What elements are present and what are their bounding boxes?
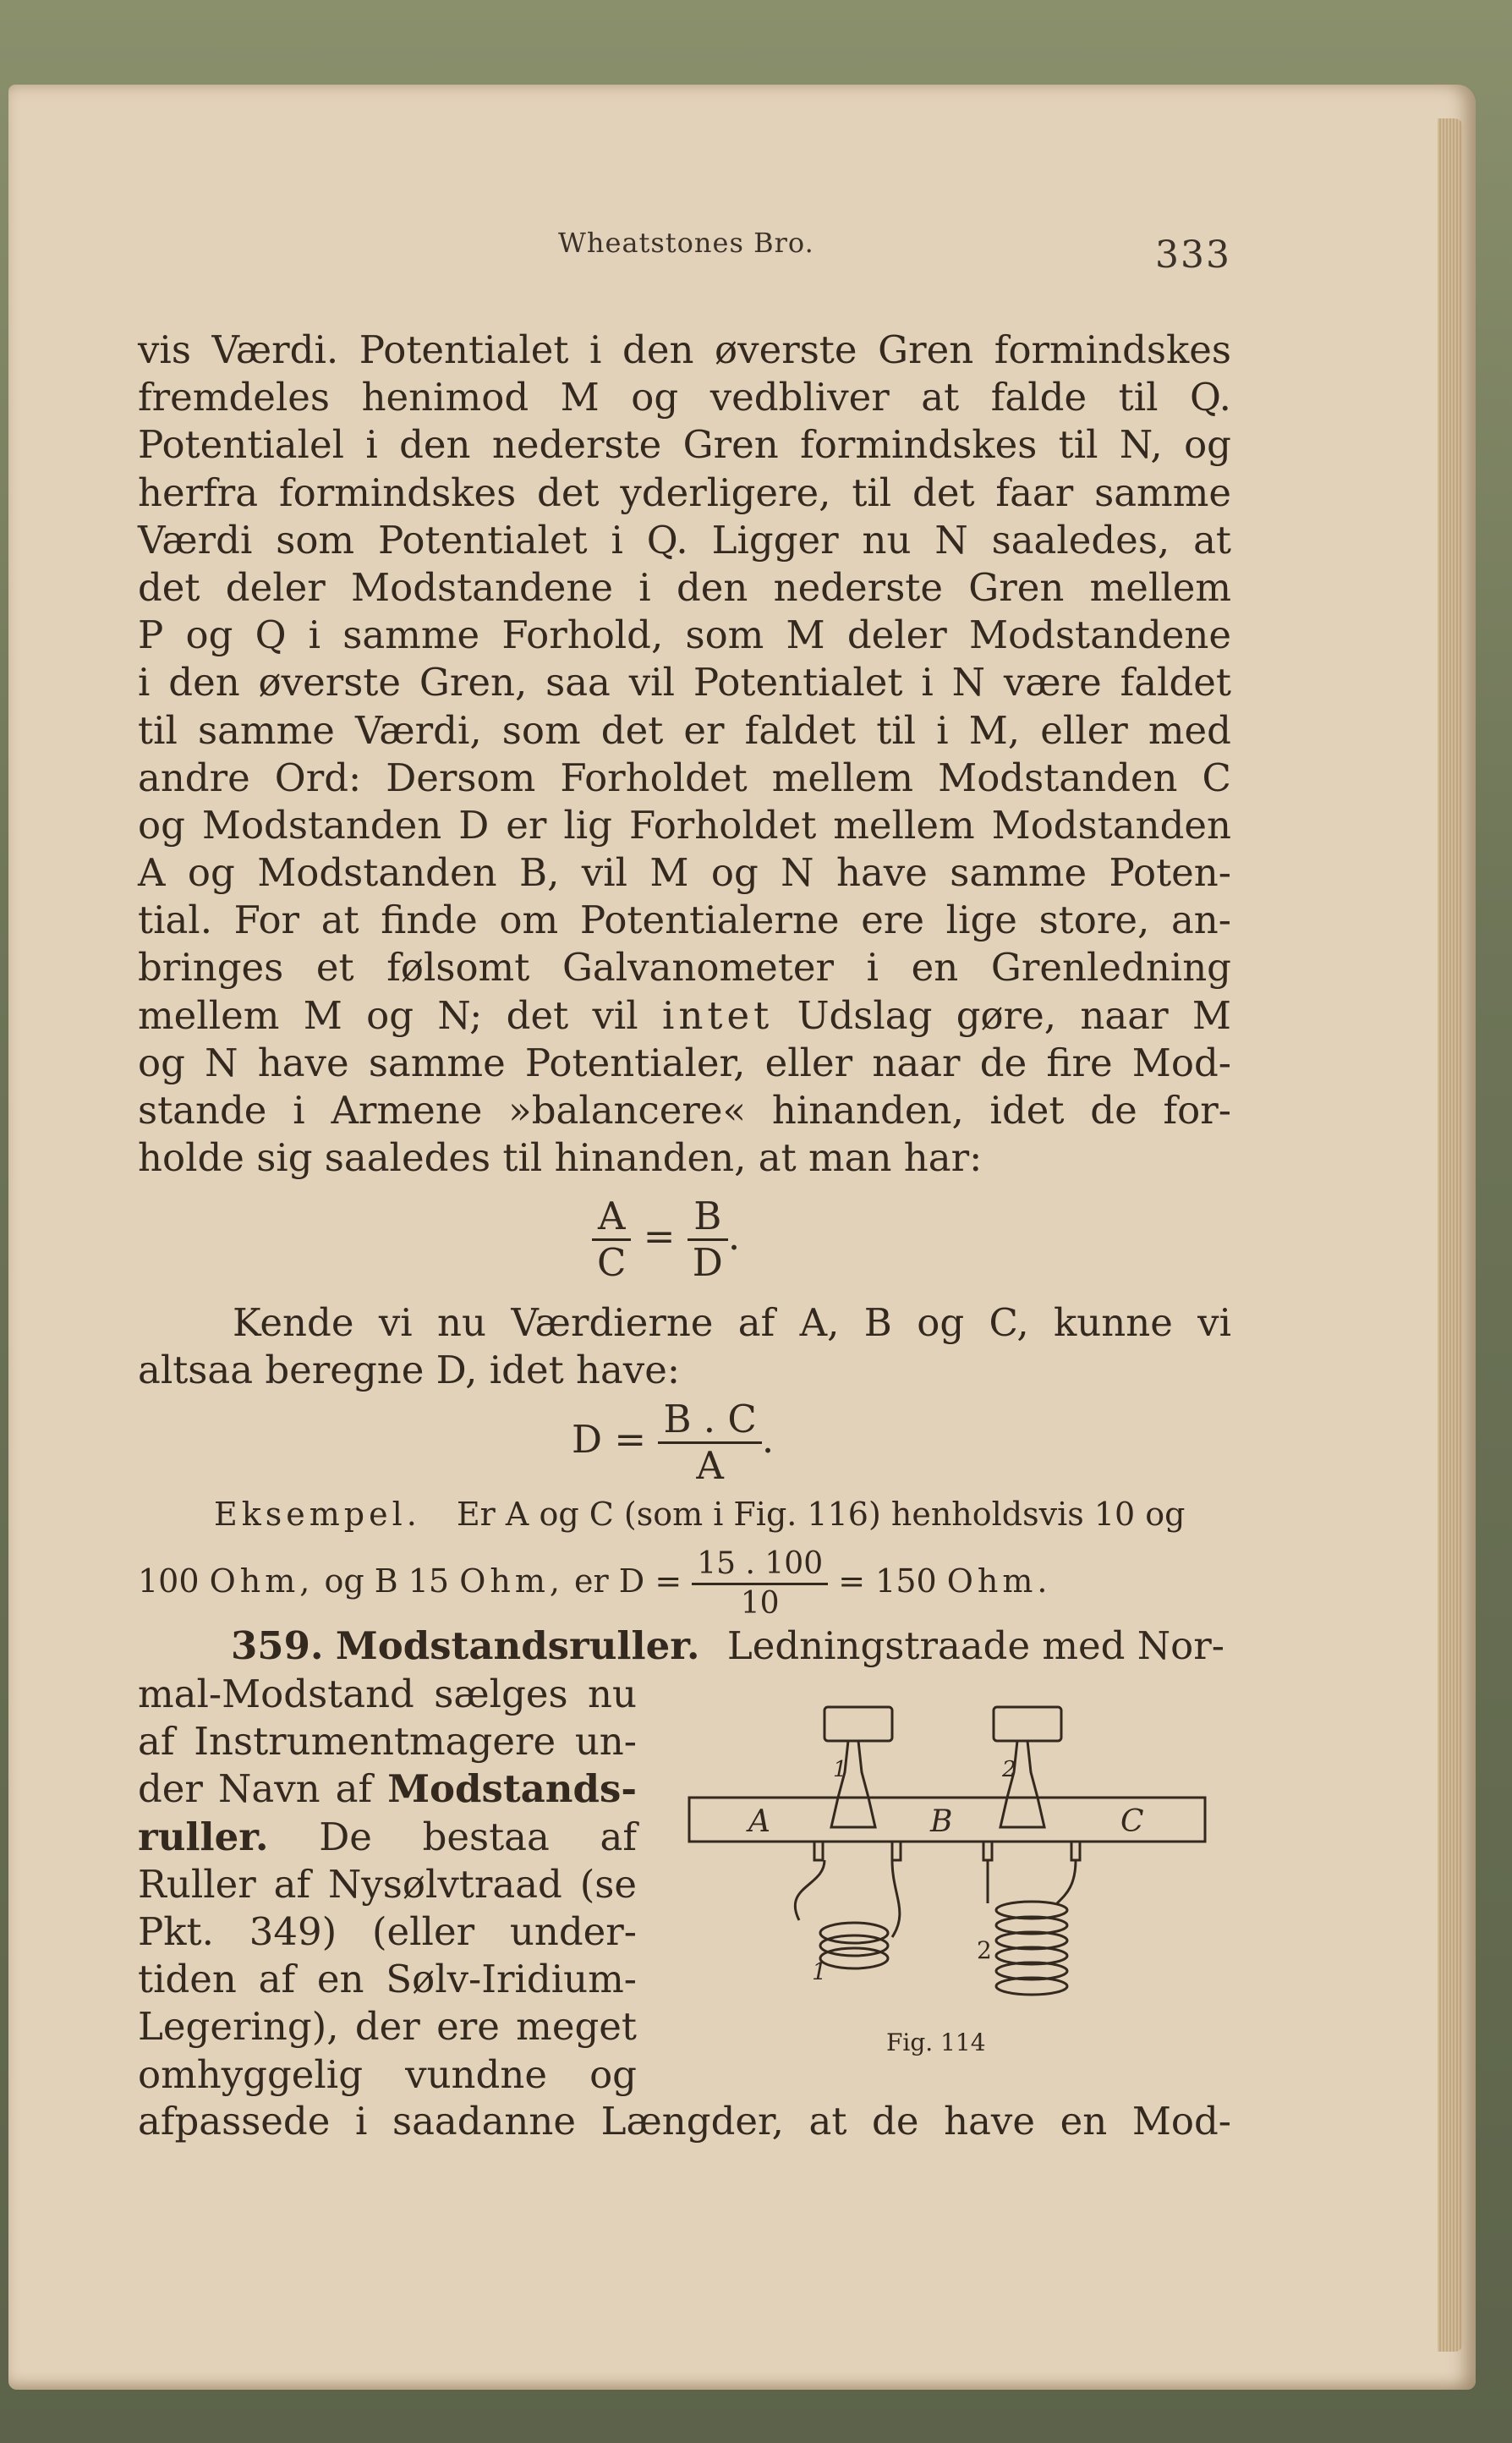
coil-wire-1b — [892, 1860, 900, 1937]
text-line: herfra formindskes det yderligere, til det faar samme — [138, 469, 1231, 515]
text-fragment: De bestaa af — [319, 1814, 638, 1859]
label-key-2: 2 — [1002, 1757, 1016, 1782]
text-line: omhyggelig vundne og — [138, 2051, 637, 2097]
figure-caption: Fig. 114 — [886, 2029, 986, 2056]
running-head: Wheatstones Bro. — [558, 227, 814, 259]
paragraph-2 — [138, 1299, 1231, 1394]
section-title: Modstandsruller. — [335, 1623, 700, 1668]
period: . — [761, 1417, 775, 1462]
label-b: B — [930, 1804, 953, 1839]
label-coil-1: 1 — [812, 1957, 827, 1985]
example-text: er D = — [574, 1562, 682, 1600]
example-line-2 — [138, 1545, 1052, 1622]
text-line: Legering), der ere meget — [138, 2004, 637, 2050]
text-line: tiden af en Sølv-Iridium- — [138, 1957, 637, 2002]
text-line: i den øverste Gren, saa vil Potentialet i N være faldet — [138, 660, 1231, 705]
text-line-bold — [138, 1814, 637, 1861]
text-line: A og Modstanden B, vil M og N have samme Poten- — [138, 850, 1231, 896]
spaced-word: intet — [662, 992, 774, 1038]
unit-ohm: Ohm, — [459, 1562, 564, 1600]
unit-ohm: Ohm, — [209, 1562, 315, 1600]
formula-proportion — [592, 1194, 740, 1285]
text-line: Potentialel i den nederste Gren formindskes til N, og — [138, 422, 1231, 468]
fraction-a-c — [592, 1194, 631, 1285]
equals-sign: = — [614, 1417, 647, 1462]
equals-sign: = — [643, 1214, 676, 1259]
plug-tip-1 — [831, 1798, 875, 1827]
page-number: 333 — [1155, 233, 1231, 277]
text-line: vis Værdi. Potentialet i den øverste Gren formindskes — [138, 327, 1231, 372]
coil-1-turn — [820, 1948, 888, 1968]
coil-1-turn — [820, 1935, 888, 1956]
text-fragment: Udslag gøre, naar M — [797, 992, 1231, 1038]
text-line: Værdi som Potentialet i Q. Ligger nu N saaledes, at — [138, 517, 1231, 563]
section-text: Ledningstraade med Nor- — [726, 1623, 1224, 1668]
page-edges — [1438, 118, 1463, 2352]
text-line: Kende vi nu Værdierne af A, B og C, kunne vi — [233, 1300, 1231, 1345]
fraction-bc-a — [658, 1397, 761, 1488]
example-text: 100 — [138, 1562, 200, 1600]
example-text: og B 15 — [324, 1562, 450, 1600]
example-label: Eksempel. — [214, 1496, 421, 1533]
figure-resistance-box — [681, 1692, 1222, 2047]
label-c: C — [1120, 1804, 1144, 1839]
period: . — [727, 1214, 741, 1259]
main-paragraph — [138, 327, 1231, 1182]
bold-term: ruller. — [138, 1814, 269, 1859]
example-fraction — [692, 1545, 828, 1622]
coil-wire-1 — [795, 1860, 824, 1920]
plug-key-2 — [994, 1707, 1061, 1741]
text-line: det deler Modstandene i den nederste Gren mellem — [138, 564, 1231, 610]
text-line: bringes et følsomt Galvanometer i en Grenledning — [138, 945, 1231, 991]
coil-wire-2b — [1057, 1860, 1076, 1903]
example-line-1 — [214, 1496, 1231, 1533]
label-coil-2: 2 — [977, 1936, 992, 1964]
heading-line — [138, 1622, 1231, 1670]
resistance-box-diagram — [681, 1692, 1222, 2047]
text-fragment: der Navn af — [138, 1766, 373, 1812]
fraction-denominator: D — [692, 1240, 723, 1285]
example-text: Er A og C (som i Fig. 116) henholdsvis 10 og — [456, 1496, 1186, 1533]
text-line: stande i Armene »balancere« hinanden, idet de for- — [138, 1088, 1231, 1133]
example-text: = 150 — [838, 1562, 937, 1600]
text-line: P og Q i samme Forhold, som M deler Modstandene — [138, 612, 1231, 658]
text-line: Pkt. 349) (eller under- — [138, 1908, 637, 1954]
text-line: og N have samme Potentialer, eller naar de fire Mod- — [138, 1040, 1231, 1085]
fraction-denominator: 10 — [740, 1586, 780, 1621]
section-heading-line — [138, 1622, 1231, 1670]
terminal — [983, 1842, 992, 1860]
text-line-bold — [138, 1765, 637, 1813]
fraction-denominator: A — [696, 1443, 724, 1488]
text-line-spaced — [138, 992, 1231, 1040]
plug-tip-2 — [1000, 1798, 1044, 1827]
unit-ohm: Ohm. — [946, 1562, 1052, 1600]
left-column-text — [138, 1671, 637, 2099]
coil-1-turn — [820, 1923, 888, 1943]
text-line: til samme Værdi, som det er faldet til i M, eller med — [138, 707, 1231, 753]
text-line: og Modstanden D er lig Forholdet mellem Modstanden — [138, 802, 1231, 848]
formula-d — [572, 1397, 774, 1488]
text-line: afpassede i saadanne Længder, at de have en Mod- — [138, 2099, 1231, 2144]
plug-key-1 — [824, 1707, 892, 1741]
formula-lhs: D — [572, 1417, 603, 1462]
text-fragment: mellem M og N; det vil — [138, 992, 638, 1038]
terminal — [1071, 1842, 1080, 1860]
fraction-numerator: 15 . 100 — [692, 1545, 828, 1585]
text-line: holde sig saaledes til hinanden, at man har: — [138, 1135, 983, 1181]
terminal — [814, 1842, 823, 1860]
fraction-numerator: B . C — [658, 1397, 761, 1444]
text-line: tial. For at finde om Potentialerne ere lige store, an- — [138, 898, 1231, 943]
fraction-b-d — [688, 1194, 728, 1285]
fraction-numerator: A — [592, 1194, 631, 1241]
terminal — [892, 1842, 901, 1860]
text-line: Ruller af Nysølvtraad (se — [138, 1861, 637, 1907]
text-line: andre Ord: Dersom Forholdet mellem Modstanden C — [138, 755, 1231, 800]
last-paragraph-line — [138, 2098, 1231, 2145]
text-line: fremdeles henimod M og vedbliver at falde til Q. — [138, 375, 1231, 420]
bold-term: Modstands- — [387, 1766, 637, 1812]
label-key-1: 1 — [833, 1757, 847, 1782]
fraction-numerator: B — [688, 1194, 728, 1241]
text-line: af Instrumentmagere un- — [138, 1719, 637, 1765]
label-a: A — [748, 1804, 770, 1839]
text-line: mal-Modstand sælges nu — [138, 1672, 637, 1716]
section-number: 359. — [231, 1623, 324, 1668]
text-line: altsaa beregne D, idet have: — [138, 1348, 680, 1393]
fraction-denominator: C — [597, 1240, 627, 1285]
